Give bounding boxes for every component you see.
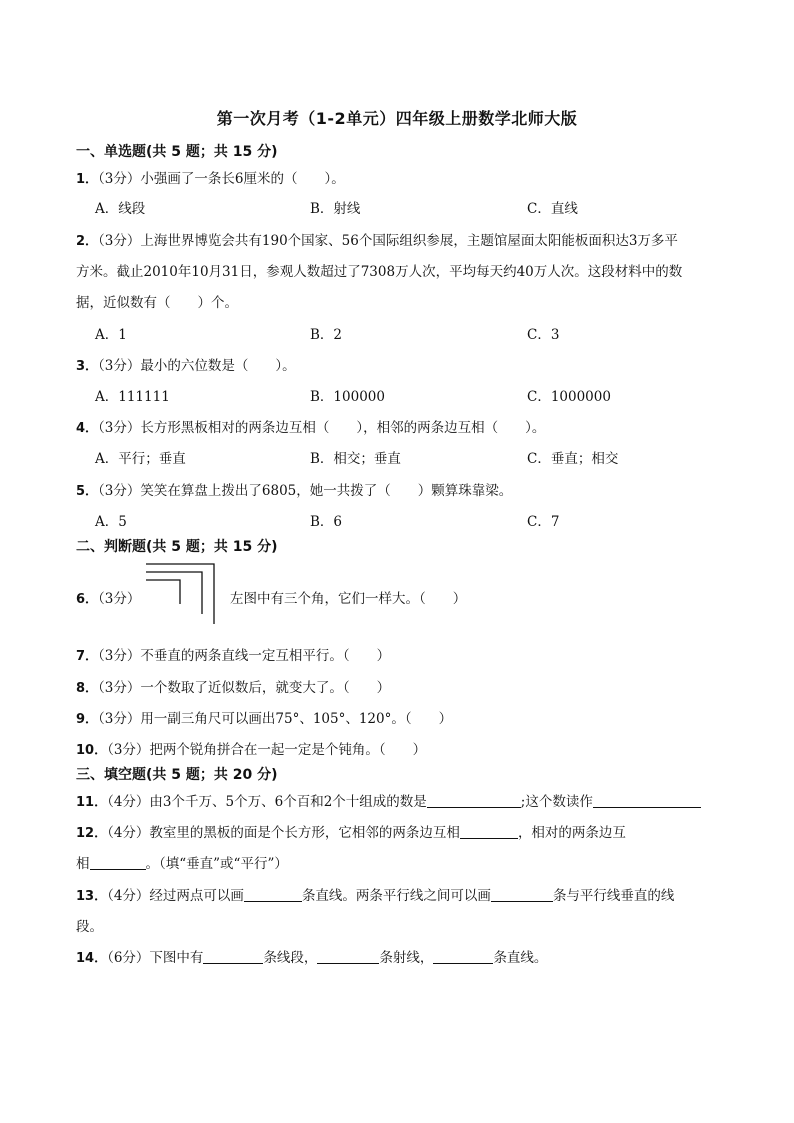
question-text: （4分）教室里的黑板的面是个长方形，它相邻的两条边互相 xyxy=(107,825,460,841)
question-13-line-2: 段。 xyxy=(76,919,103,935)
answer-blank[interactable] xyxy=(593,793,701,808)
question-10 xyxy=(76,738,426,758)
option-c[interactable]: C．1000000 xyxy=(527,389,611,405)
answer-blank[interactable] xyxy=(90,855,146,870)
question-4 xyxy=(76,416,545,436)
question-6 xyxy=(76,587,140,607)
option-c[interactable]: C．直线 xyxy=(527,201,578,217)
question-text: （3分）笑笑在算盘上拨出了6805，她一共拨了（ ）颗算珠靠梁。 xyxy=(98,483,513,499)
answer-blank[interactable] xyxy=(203,949,263,964)
question-text: （3分）把两个锐角拼合在一起一定是个钝角。（ ） xyxy=(107,742,427,758)
question-score: （3分） xyxy=(98,591,141,607)
question-text: （3分）一个数取了近似数后，就变大了。（ ） xyxy=(98,680,391,696)
option-c[interactable]: C．3 xyxy=(527,327,560,343)
question-number: 13． xyxy=(76,889,108,904)
question-2 xyxy=(76,229,678,249)
answer-blank[interactable] xyxy=(460,824,518,839)
question-4-options xyxy=(95,447,655,467)
question-number: 1． xyxy=(76,172,99,187)
answer-blank[interactable] xyxy=(433,949,493,964)
question-3-options xyxy=(95,385,655,405)
option-a[interactable]: A．111111 xyxy=(95,389,170,405)
question-text: （3分）最小的六位数是（ ）。 xyxy=(98,358,296,374)
option-b[interactable]: B．2 xyxy=(310,327,343,343)
question-text: ，相对的两条边互 xyxy=(517,825,626,841)
question-13 xyxy=(76,884,674,904)
option-b[interactable]: B．100000 xyxy=(310,389,385,405)
answer-blank[interactable] xyxy=(491,887,553,902)
option-a[interactable]: A．平行；垂直 xyxy=(95,451,186,467)
question-text-line-1: （3分）上海世界博览会共有190个国家、56个国际组织参展，主题馆屋面太阳能板面积达3万多平 xyxy=(98,233,678,249)
option-a[interactable]: A．1 xyxy=(95,327,127,343)
question-number: 3． xyxy=(76,359,99,374)
option-c[interactable]: C．垂直；相交 xyxy=(527,451,619,467)
option-b[interactable]: B．6 xyxy=(310,514,343,530)
question-7 xyxy=(76,644,390,664)
answer-blank[interactable] xyxy=(317,949,379,964)
question-1-options xyxy=(95,197,655,217)
question-text: 条线段， xyxy=(263,950,318,966)
question-3 xyxy=(76,354,296,374)
question-number: 9． xyxy=(76,712,99,727)
question-text: （3分）长方形黑板相对的两条边互相（ ），相邻的两条边互相（ ）。 xyxy=(98,420,546,436)
question-text: 条直线。两条平行线之间可以画 xyxy=(301,888,491,904)
three-angles-figure xyxy=(146,562,218,626)
question-text: （4分）由3个千万、5个万、6个百和2个十组成的数是 xyxy=(107,794,427,810)
question-number: 5． xyxy=(76,484,99,499)
section-heading-single-choice: 一、单选题(共 5 题；共 15 分) xyxy=(76,144,278,160)
question-2-line-3: 据，近似数有（ ）个。 xyxy=(76,295,238,311)
option-b[interactable]: B．射线 xyxy=(310,201,361,217)
question-number: 4． xyxy=(76,421,99,436)
option-b[interactable]: B．相交；垂直 xyxy=(310,451,401,467)
question-12 xyxy=(76,821,626,841)
option-a[interactable]: A．5 xyxy=(95,514,127,530)
question-text: 。（填“垂直”或“平行”） xyxy=(145,856,288,872)
question-number: 14． xyxy=(76,951,108,966)
question-9 xyxy=(76,707,452,727)
question-5-options xyxy=(95,510,655,530)
question-text: 条射线， xyxy=(379,950,434,966)
page-title: 第一次月考（1-2单元）四年级上册数学北师大版 xyxy=(216,109,578,128)
question-14 xyxy=(76,946,547,966)
question-text: （3分）小强画了一条长6厘米的（ ）。 xyxy=(98,171,345,187)
question-number: 10． xyxy=(76,743,108,758)
answer-blank[interactable] xyxy=(244,887,302,902)
question-text: （3分）不垂直的两条直线一定互相平行。（ ） xyxy=(98,648,391,664)
question-number: 7． xyxy=(76,649,99,664)
question-2-options xyxy=(95,323,655,343)
question-number: 12． xyxy=(76,826,108,841)
question-text: （6分）下图中有 xyxy=(107,950,204,966)
question-6-text: 左图中有三个角，它们一样大。（ ） xyxy=(230,591,467,607)
question-1 xyxy=(76,167,345,187)
question-text: 条直线。 xyxy=(493,950,548,966)
question-text: ;这个数读作 xyxy=(520,794,593,810)
question-5 xyxy=(76,479,512,499)
option-a[interactable]: A．线段 xyxy=(95,201,146,217)
question-number: 8． xyxy=(76,681,99,696)
question-text: （4分）经过两点可以画 xyxy=(107,888,244,904)
option-c[interactable]: C．7 xyxy=(527,514,560,530)
question-number: 2． xyxy=(76,234,99,249)
question-text: （3分）用一副三角尺可以画出75°、105°、120°。（ ） xyxy=(98,711,453,727)
question-number: 11． xyxy=(76,795,108,810)
question-number: 6． xyxy=(76,592,99,607)
question-text: 相 xyxy=(76,856,90,872)
section-heading-true-false: 二、判断题(共 5 题；共 15 分) xyxy=(76,539,278,555)
answer-blank[interactable] xyxy=(427,793,521,808)
question-2-line-2: 方米。截止2010年10月31日，参观人数超过了7308万人次，平均每天约40万人次。这段材料中的数 xyxy=(76,264,683,280)
question-8 xyxy=(76,676,390,696)
question-text: 条与平行线垂直的线 xyxy=(552,888,675,904)
question-12-line-2 xyxy=(76,852,288,872)
question-11 xyxy=(76,790,701,810)
section-heading-fill-in: 三、填空题(共 5 题；共 20 分) xyxy=(76,767,278,783)
